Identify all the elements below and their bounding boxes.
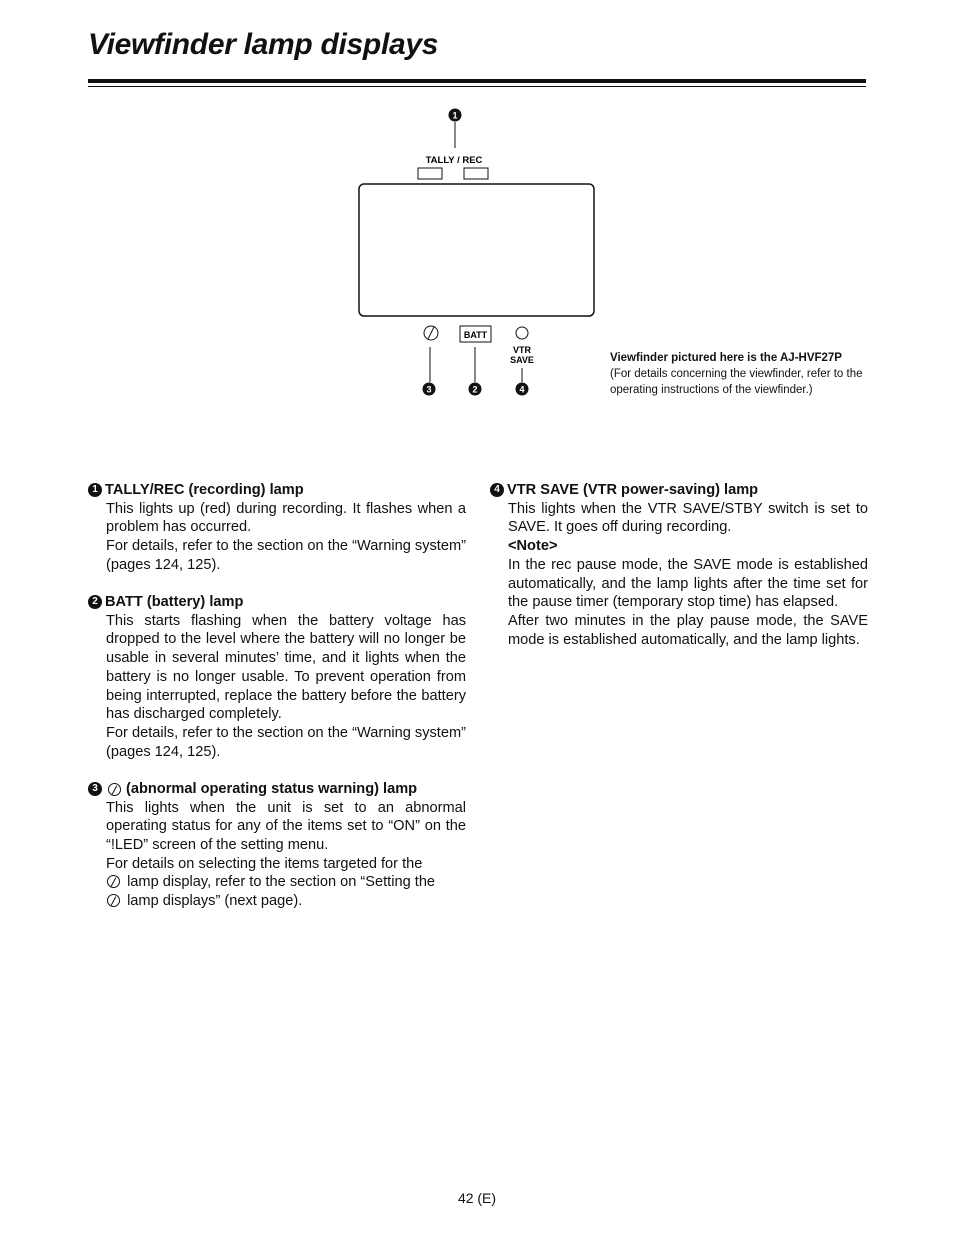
abnormal-led-icon	[107, 875, 120, 888]
item-tally	[88, 481, 466, 575]
item-heading: VTR SAVE (VTR power-saving) lamp	[507, 482, 759, 498]
item-paragraph: This lights when the unit is set to an abnormal operating status for any of the items set to “ON” on the “!LED” screen of the setting menu.	[106, 799, 466, 853]
item-paragraph	[88, 855, 466, 911]
note-label: <Note>	[508, 538, 558, 555]
item-number-badge: 4	[490, 483, 504, 497]
item-abnormal	[88, 780, 466, 911]
callout-1	[449, 109, 462, 149]
page-number: 42 (E)	[457, 1190, 497, 1206]
item-paragraph: This lights when the VTR SAVE/STBY switch is set to SAVE. It goes off during recording.	[508, 500, 868, 536]
title-rule-thick	[88, 79, 866, 83]
item-number-badge: 2	[88, 595, 102, 609]
item-paragraph: In the rec pause mode, the SAVE mode is established automatically, and the lamp lights after the time set for the pause timer (temporary stop time) has elapsed.	[508, 556, 868, 611]
callout-4-number: 4	[519, 384, 525, 395]
title-rule-thin	[88, 86, 866, 87]
right-column	[490, 481, 868, 668]
item-batt	[88, 593, 466, 761]
item-paragraph: After two minutes in the play pause mode, the SAVE mode is established automatically, and the lamp lights.	[508, 612, 868, 648]
diagram-caption	[610, 350, 880, 398]
viewfinder-diagram	[340, 100, 620, 410]
callout-1-number: 1	[452, 110, 458, 121]
item-heading: (abnormal operating status warning) lamp	[126, 780, 418, 797]
left-column	[88, 481, 466, 929]
caption-note: (For details concerning the viewfinder, refer to the operating instructions of the viewfinder.)	[610, 368, 863, 396]
abnormal-led-icon	[107, 894, 120, 907]
item-vtr-save	[490, 481, 868, 649]
item-paragraph: This lights up (red) during recording. It flashes when a problem has occurred.	[106, 500, 466, 536]
caption-model: Viewfinder pictured here is the AJ-HVF27P	[610, 352, 842, 364]
item-paragraph: For details, refer to the section on the “Warning system” (pages 124, 125).	[106, 538, 466, 573]
tally-lamp-left	[418, 168, 442, 179]
paragraph-fragment: lamp display, refer to the section on “Setting the	[127, 874, 436, 891]
paragraph-fragment: For details on selecting the items targeted for the	[106, 855, 423, 872]
callout-2-number: 2	[472, 384, 478, 395]
batt-label: BATT	[463, 330, 488, 340]
vtr-label: VTR	[513, 345, 531, 355]
callout-3	[423, 383, 436, 396]
item-paragraph: For details, refer to the section on the “Warning system” (pages 124, 125).	[106, 724, 466, 760]
page-title: Viewfinder lamp displays	[88, 28, 439, 61]
abnormal-led-icon	[108, 783, 121, 796]
tally-rec-label: TALLY / REC	[425, 155, 483, 166]
save-label: SAVE	[510, 355, 534, 365]
item-paragraph: This starts flashing when the battery voltage has dropped to the level where the battery will no longer be usable in several minutes’ time, and it lights when the battery is no longer usable. To prevent operation from being interrupted, replace the battery before the battery has discharged completely.	[106, 612, 466, 723]
callout-3-number: 3	[426, 384, 432, 395]
item-heading: TALLY/REC (recording) lamp	[105, 482, 304, 498]
tally-lamp-right	[464, 168, 488, 179]
item-number-badge: 1	[88, 483, 102, 497]
item-heading: BATT (battery) lamp	[105, 594, 244, 611]
paragraph-fragment: lamp displays” (next page).	[127, 893, 303, 910]
callout-2	[469, 383, 482, 396]
viewfinder-screen	[359, 184, 594, 316]
vtr-save-lamp-icon	[516, 327, 528, 339]
abnormal-status-led-icon	[424, 326, 438, 340]
item-number-badge: 3	[88, 782, 102, 796]
callout-4	[516, 383, 529, 396]
